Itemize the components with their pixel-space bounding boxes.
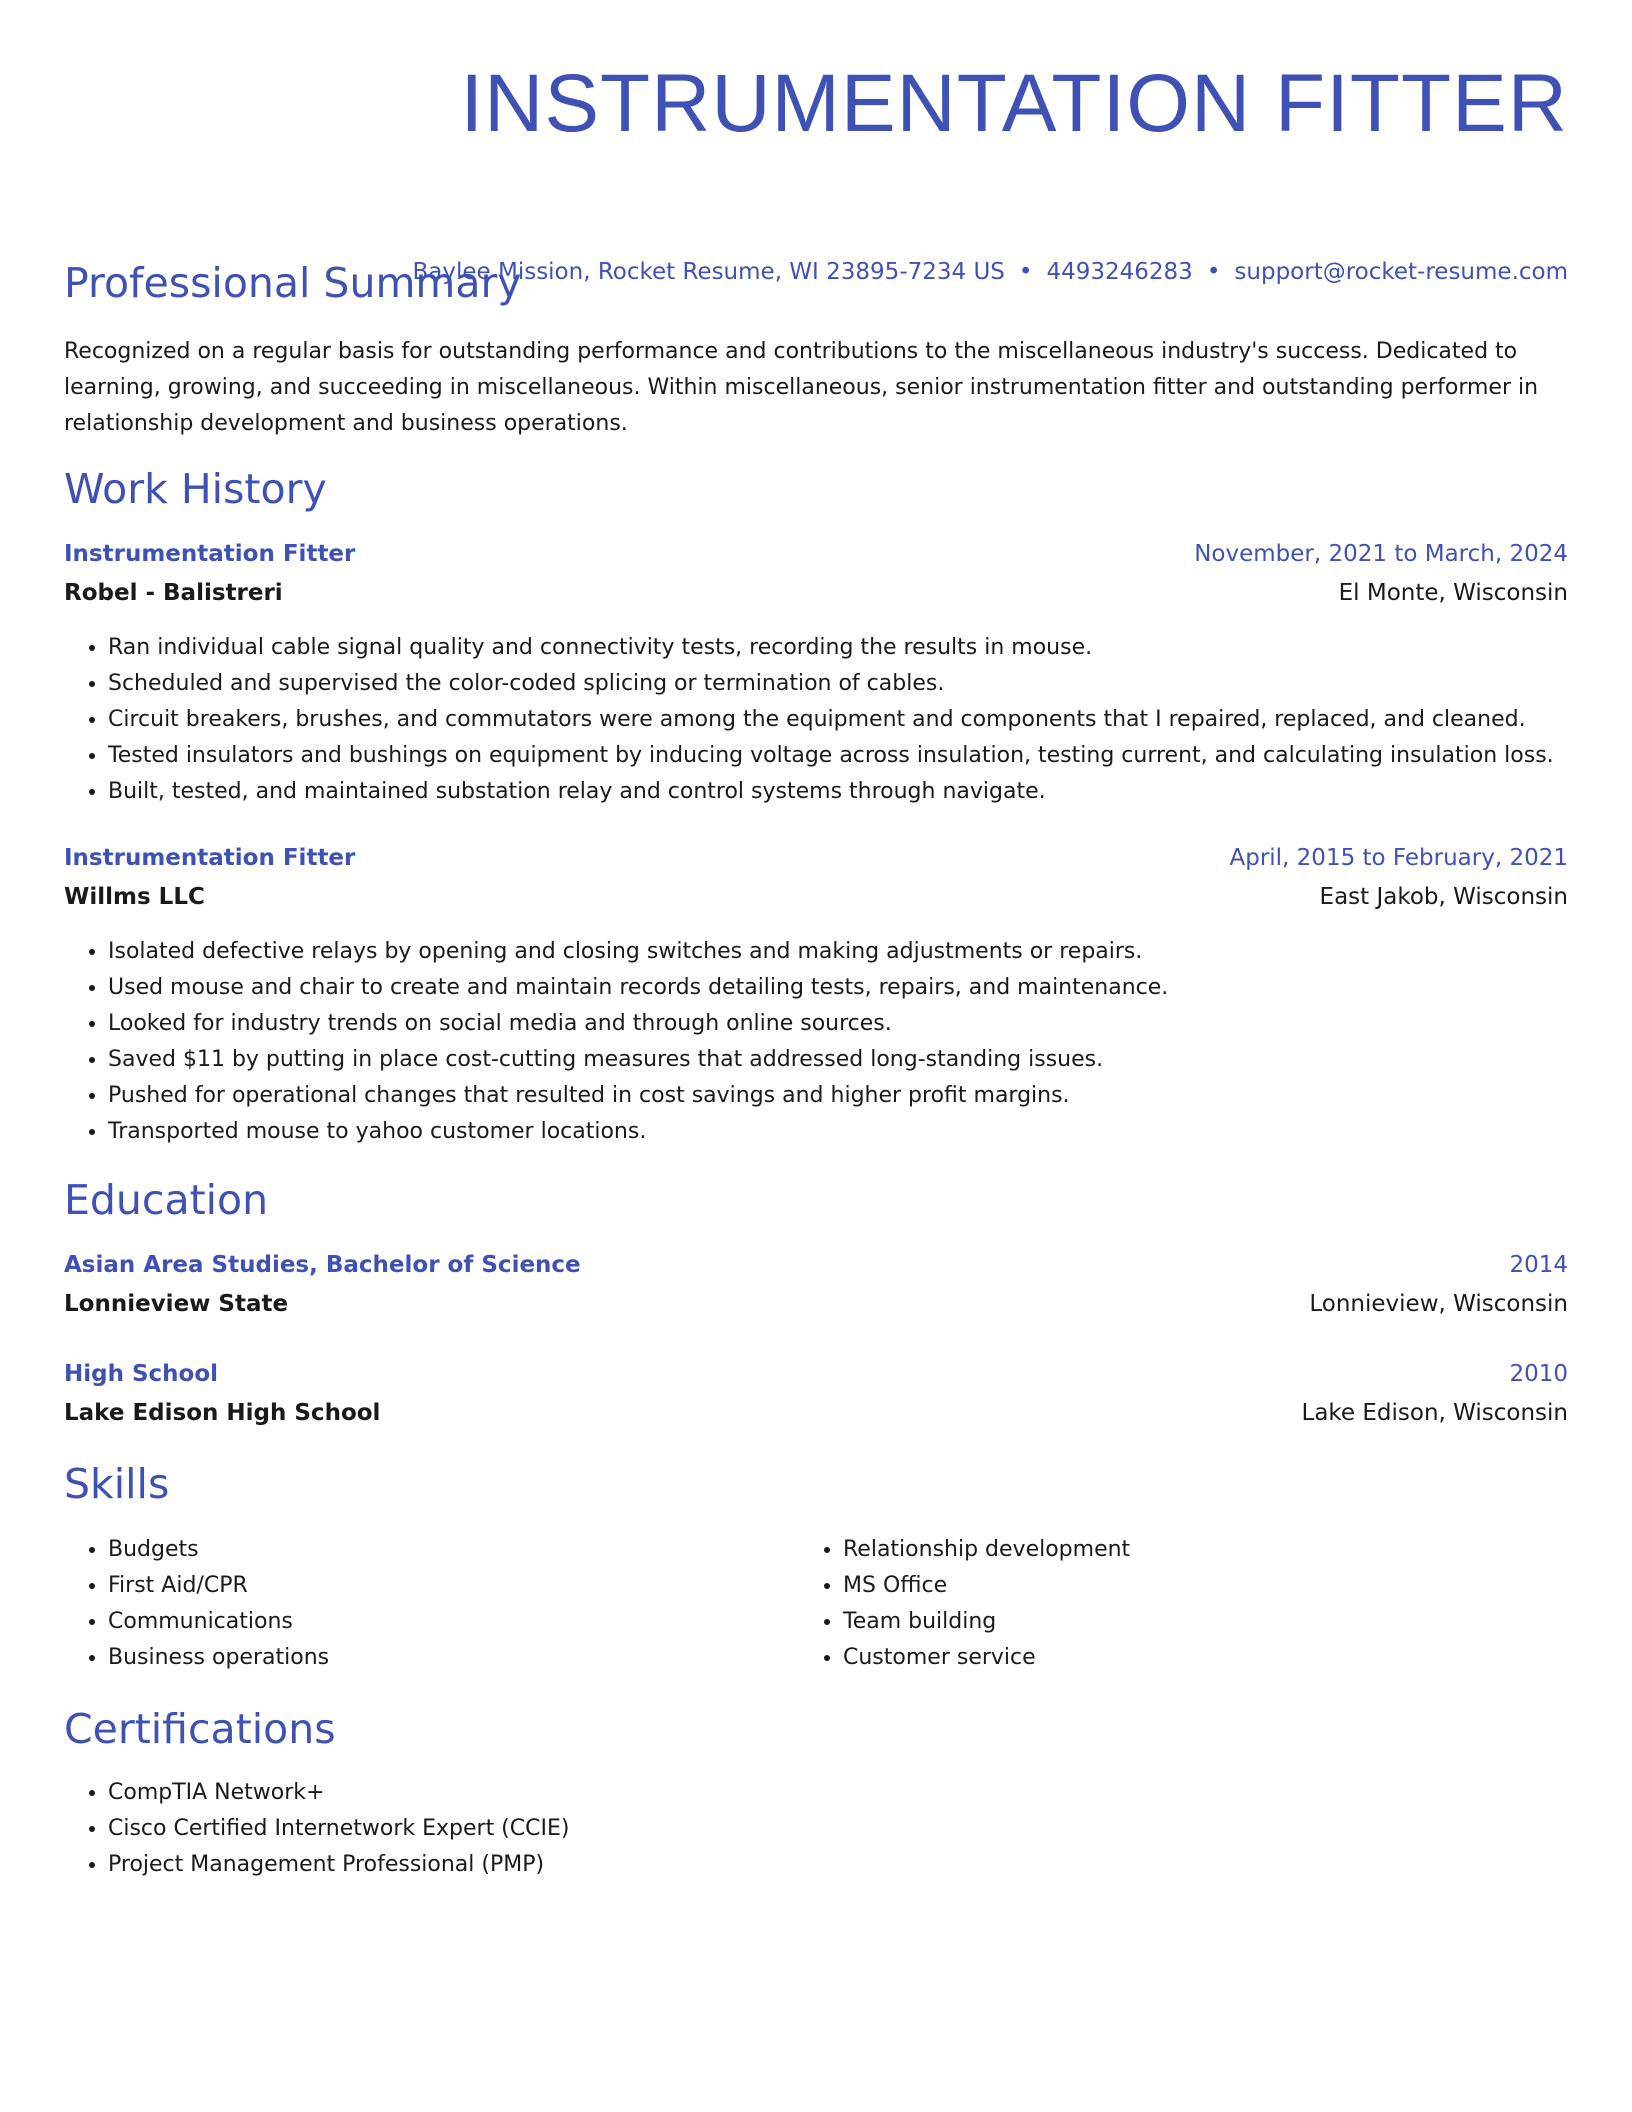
education-2-header — [64, 1361, 1568, 1387]
job-dates: April, 2015 to February, 2021 — [1229, 845, 1568, 871]
education-1-header — [64, 1252, 1568, 1278]
certification-item: • CompTIA Network+ — [108, 1775, 569, 1811]
section-title-certifications: Certifications — [64, 1705, 336, 1753]
job-company: Willms LLC — [64, 884, 205, 910]
section-title-summary: Professional Summary — [64, 259, 522, 307]
job-dates: November, 2021 to March, 2024 — [1194, 541, 1568, 567]
contact-line — [412, 259, 1568, 285]
job-2-bullets — [64, 934, 1168, 1150]
skills-list-right — [799, 1532, 1130, 1676]
certification-item: • Project Management Professional (PMP) — [108, 1847, 569, 1883]
skills-list-left — [64, 1532, 329, 1676]
education-school: Lake Edison High School — [64, 1400, 381, 1426]
skill-item: • First Aid/CPR — [108, 1568, 329, 1604]
skill-item: • Communications — [108, 1604, 329, 1640]
education-degree: Asian Area Studies, Bachelor of Science — [64, 1252, 581, 1278]
summary-text: Recognized on a regular basis for outstanding performance and contributions to the miscellaneous industry's success. Dedicated to learning, growing, and succeeding in miscellaneous. Within miscellaneous, senior instrumentation fitter and outstanding performer in relationship development and business operations. — [64, 339, 1539, 436]
list-item: • Scheduled and supervised the color-coded splicing or termination of cables. — [108, 666, 1554, 702]
job-location: East Jakob, Wisconsin — [1319, 884, 1568, 910]
skill-item: • Team building — [843, 1604, 1130, 1640]
list-item: • Transported mouse to yahoo customer locations. — [108, 1114, 1168, 1150]
education-year: 2014 — [1509, 1252, 1568, 1278]
education-school: Lonnieview State — [64, 1291, 289, 1317]
education-2-subheader — [64, 1400, 1568, 1426]
skill-item: • Business operations — [108, 1640, 329, 1676]
job-1-bullets — [64, 630, 1554, 810]
section-title-education: Education — [64, 1176, 269, 1224]
certification-item: • Cisco Certified Internetwork Expert (CCIE) — [108, 1811, 569, 1847]
candidate-name: INSTRUMENTATION FITTER — [460, 58, 1568, 149]
education-location: Lonnieview, Wisconsin — [1309, 1291, 1568, 1317]
education-1-subheader — [64, 1291, 1568, 1317]
list-item: • Circuit breakers, brushes, and commutators were among the equipment and components that I repaired, replaced, and cleaned. — [108, 702, 1554, 738]
list-item: • Looked for industry trends on social media and through online sources. — [108, 1006, 1168, 1042]
list-item: • Ran individual cable signal quality and connectivity tests, recording the results in mouse. — [108, 630, 1554, 666]
education-location: Lake Edison, Wisconsin — [1301, 1400, 1568, 1426]
list-item: • Built, tested, and maintained substation relay and control systems through navigate. — [108, 774, 1554, 810]
job-location: El Monte, Wisconsin — [1338, 580, 1568, 606]
certifications-list — [64, 1775, 569, 1883]
job-role: Instrumentation Fitter — [64, 845, 356, 871]
education-degree: High School — [64, 1361, 219, 1387]
skill-item: • Budgets — [108, 1532, 329, 1568]
section-title-skills: Skills — [64, 1460, 170, 1508]
contact-address: Baylee Mission, Rocket Resume, WI 23895-7234 US — [412, 259, 1005, 285]
job-1-subheader — [64, 580, 1568, 606]
contact-separator: • — [1018, 259, 1033, 285]
list-item: • Isolated defective relays by opening and closing switches and making adjustments or repairs. — [108, 934, 1168, 970]
job-2-header — [64, 845, 1568, 871]
list-item: • Pushed for operational changes that resulted in cost savings and higher profit margins. — [108, 1078, 1168, 1114]
job-1-header — [64, 541, 1568, 567]
contact-phone: 4493246283 — [1046, 259, 1193, 285]
job-company: Robel - Balistreri — [64, 580, 283, 606]
skill-item: • Customer service — [843, 1640, 1130, 1676]
contact-separator: • — [1206, 259, 1221, 285]
skill-item: • Relationship development — [843, 1532, 1130, 1568]
skill-item: • MS Office — [843, 1568, 1130, 1604]
list-item: • Saved $11 by putting in place cost-cutting measures that addressed long-standing issues. — [108, 1042, 1168, 1078]
education-year: 2010 — [1509, 1361, 1568, 1387]
list-item: • Used mouse and chair to create and maintain records detailing tests, repairs, and maintenance. — [108, 970, 1168, 1006]
job-2-subheader — [64, 884, 1568, 910]
contact-email: support@rocket-resume.com — [1234, 259, 1568, 285]
list-item: • Tested insulators and bushings on equipment by inducing voltage across insulation, testing current, and calculating insulation loss. — [108, 738, 1554, 774]
section-title-work: Work History — [64, 465, 327, 513]
job-role: Instrumentation Fitter — [64, 541, 356, 567]
